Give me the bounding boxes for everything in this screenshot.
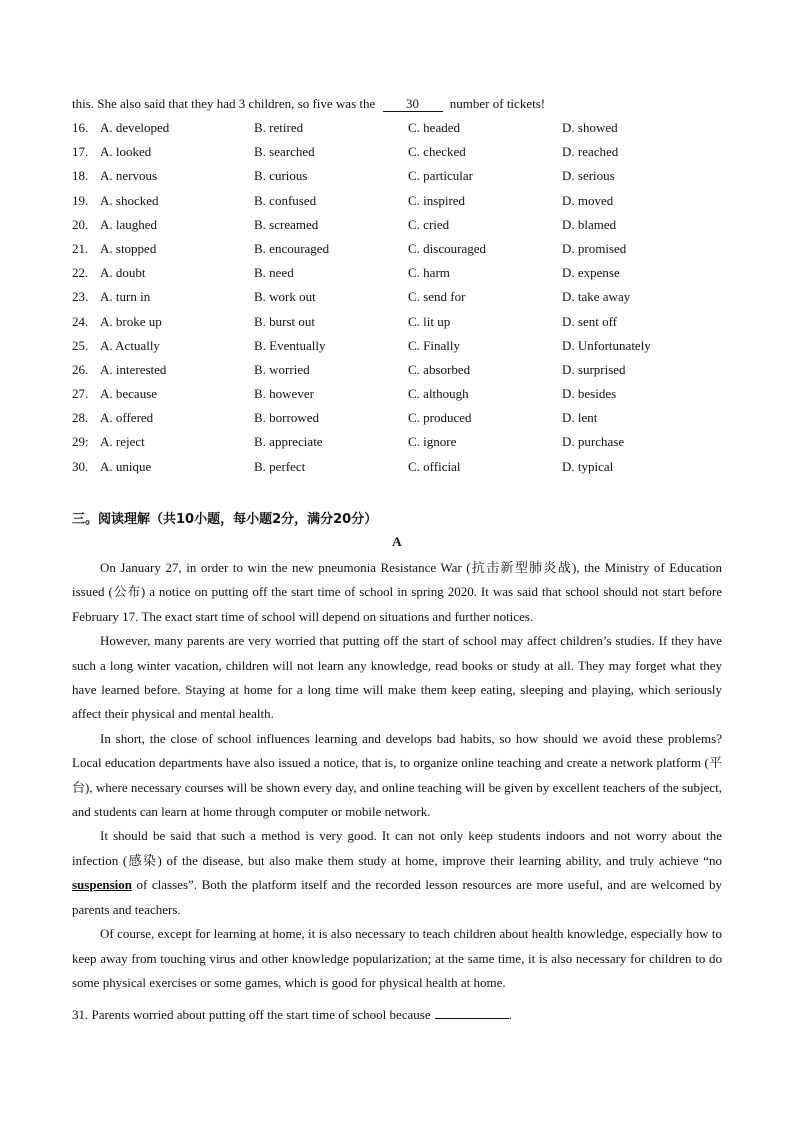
question-31 [72,1006,512,1023]
option-row [72,217,762,241]
question-number: 26. [72,361,89,377]
reading-passage [72,556,722,995]
option-c: C. absorbed [408,361,471,377]
option-row [72,410,762,434]
option-b: B. searched [254,144,315,160]
option-d: D. surprised [562,361,626,377]
cloze-ending-line [72,96,545,112]
option-b: B. retired [254,120,304,135]
option-row [72,434,762,458]
option-d: D. purchase [562,434,625,450]
cloze-options-list [72,120,762,483]
question-number: 25. [72,337,89,353]
option-d: D. reached [562,144,619,160]
answer-blank: 30 [383,97,443,112]
question-number: 23. [72,289,89,305]
option-row [72,168,762,192]
option-row [72,144,762,168]
option-c: C. inspired [408,192,466,208]
option-a: A. because [100,386,158,402]
option-b: B. Eventually [254,337,326,353]
option-d: D. lent [562,410,598,426]
option-d: D. promised [562,240,627,256]
option-c: C. Finally [408,337,461,353]
option-c: C. harm [408,265,450,281]
question-number: 17. [72,144,89,160]
passage-paragraph: However, many parents are very worried that putting off the start of school may affect children’s studies. If they have such a long winter vacation, children will not learn any knowledge, read books or study at all. They may forget what they have learned before. Staying at home for a long time will make them keep eating, sleeping and playing, which seriously affect their physical and mental health. [72,633,722,722]
option-a: A. unique [100,458,152,474]
passage-paragraph [72,824,722,922]
option-b: B. encouraged [254,240,330,256]
option-row [72,265,762,289]
option-b: B. confused [254,192,317,208]
option-c: C. produced [408,410,472,426]
option-a: A. nervous [100,168,158,184]
paragraph-text: of classes”. Both the platform itself and the recorded lesson resources are more useful, and are welcomed by parents and teachers. [72,877,722,917]
option-d: D. moved [562,192,614,208]
option-d: D. besides [562,386,617,402]
question-number: 20. [72,216,89,232]
option-d: D. sent off [562,313,618,329]
option-a: A. turn in [100,289,151,305]
question-end: . [508,1007,512,1022]
option-b: B. however [254,386,314,402]
option-d: D. typical [562,458,614,474]
question-number: 28. [72,410,89,426]
option-c: C. send for [408,289,466,305]
option-d: D. serious [562,168,615,184]
option-a: A. looked [100,144,152,160]
option-c: C. headed [408,120,460,135]
option-a: A. reject [100,434,145,450]
answer-blank [435,1006,509,1019]
option-row [72,193,762,217]
option-b: B. appreciate [254,434,323,450]
option-b: B. perfect [254,458,306,474]
option-c: C. ignore [408,434,457,450]
option-d: D. showed [562,120,618,135]
option-b: B. work out [254,289,316,305]
option-a: A. doubt [100,265,146,281]
question-number: 29: [72,434,89,450]
option-row [72,289,762,313]
option-b: B. worried [254,361,310,377]
question-number: 21. [72,240,89,256]
option-row [72,338,762,362]
option-a: A. broke up [100,313,162,329]
option-row [72,241,762,265]
passage-paragraph: Of course, except for learning at home, it is also necessary to teach children about health knowledge, especially how to keep away from touching virus and other knowledge popularization; at the same time, it is also necessary for children to do some physical exercises or some games, which is good for physical health at home. [72,926,722,990]
option-row [72,459,762,483]
option-a: A. Actually [100,337,160,353]
option-c: C. discouraged [408,240,486,256]
option-d: D. expense [562,265,620,281]
question-number: 18. [72,168,89,184]
option-c: C. lit up [408,313,451,329]
option-b: B. burst out [254,313,316,329]
option-c: C. although [408,386,469,402]
option-b: B. need [254,265,294,281]
option-row [72,386,762,410]
option-a: A. interested [100,361,167,377]
option-row [72,314,762,338]
section-heading: 三。阅读理解（共10小题，每小题2分，满分20分） [72,512,378,527]
question-number: 22. [72,265,89,281]
option-b: B. curious [254,168,308,184]
question-number: 24. [72,313,89,329]
option-d: D. blamed [562,216,617,232]
question-number: 30. [72,458,89,474]
option-b: B. borrowed [254,410,319,426]
option-c: C. checked [408,144,466,160]
intro-text-before: this. She also said that they had 3 children, so five was the [72,96,376,111]
option-c: C. official [408,458,461,474]
option-a: A. stopped [100,240,157,256]
question-number: 16. [72,120,89,135]
option-a: A. laughed [100,216,158,232]
option-c: C. particular [408,168,473,184]
intro-text-after: number of tickets! [449,96,546,111]
passage-paragraph: In short, the close of school influences learning and develops bad habits, so how should we avoid these problems? Local education departments have also issued a notice, that is, to organize online teaching and create a network platform (平台), where necessary courses will be shown every day, and online teaching will be given by excellent teachers of the subject, and students can learn at home through computer or mobile network. [72,730,722,820]
option-row [72,120,762,144]
option-a: A. offered [100,410,154,426]
question-number: 27. [72,386,89,402]
passage-letter: A [392,534,402,549]
option-a: A. shocked [100,192,159,208]
option-a: A. developed [100,120,170,135]
underlined-word: suspension [72,877,132,893]
paragraph-text: It should be said that such a method is very good. It can not only keep students indoors and not worry about the infection (感染) of the disease, but also make them study at home, improve their learning ability, and truly achieve “no [72,828,722,868]
question-number: 19. [72,192,89,208]
option-c: C. cried [408,216,450,232]
passage-paragraph: On January 27, in order to win the new pneumonia Resistance War (抗击新型肺炎战), the Ministry of Education issued (公布) a notice on putting off the start time of school in spring 2020. It was said that school should not start before February 17. The exact start time of school will depend on situations and further notices. [72,560,722,624]
option-d: D. take away [562,289,631,305]
question-text: 31. Parents worried about putting off the start time of school because [72,1007,431,1022]
option-row [72,362,762,386]
option-b: B. screamed [254,216,319,232]
option-d: D. Unfortunately [562,337,651,353]
